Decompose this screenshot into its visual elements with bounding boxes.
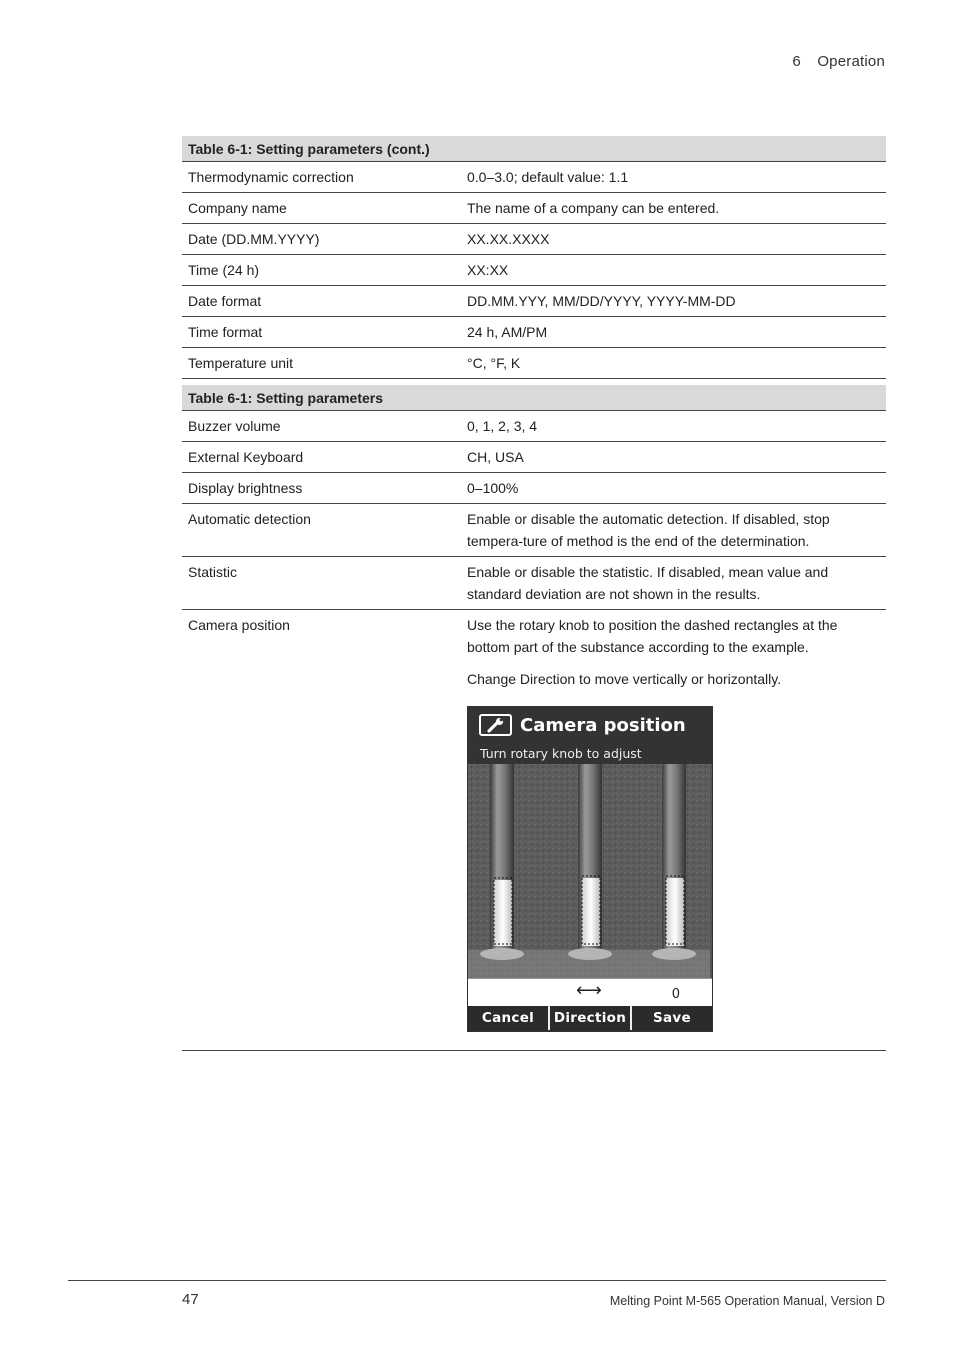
settings-table-cont	[182, 136, 886, 379]
param-name: Date format	[182, 286, 461, 317]
table-row	[182, 286, 886, 317]
table-row	[182, 610, 886, 1051]
param-value: The name of a company can be entered.	[461, 193, 886, 224]
param-name: Time format	[182, 317, 461, 348]
param-name: Display brightness	[182, 473, 461, 504]
param-value: 0, 1, 2, 3, 4	[461, 411, 886, 442]
param-value: 0–100%	[461, 473, 886, 504]
param-value: °C, °F, K	[461, 348, 886, 379]
table-row	[182, 193, 886, 224]
table-row	[182, 411, 886, 442]
table-row	[182, 255, 886, 286]
param-name: Camera position	[182, 610, 461, 1051]
table-row	[182, 162, 886, 193]
horizontal-arrow-icon: ⟷	[576, 980, 602, 1001]
param-name: Thermodynamic correction	[182, 162, 461, 193]
param-value: Enable or disable the automatic detection. If disabled, stop tempera-ture of method is the end of the determination.	[461, 504, 886, 557]
settings-table	[182, 385, 886, 1051]
table-row	[182, 442, 886, 473]
param-value: DD.MM.YYY, MM/DD/YYYY, YYYY-MM-DD	[461, 286, 886, 317]
camera-view	[468, 764, 712, 978]
chapter-number: 6	[792, 53, 801, 70]
table-row	[182, 473, 886, 504]
param-value: XX.XX.XXXX	[461, 224, 886, 255]
table-row	[182, 557, 886, 610]
camera-instruction: Use the rotary knob to position the dashed rectangles at the bottom part of the substance according to the example.	[467, 617, 838, 655]
running-header	[792, 53, 885, 70]
param-value: 24 h, AM/PM	[461, 317, 886, 348]
param-value: CH, USA	[461, 442, 886, 473]
device-softkeys	[468, 1006, 712, 1030]
param-value: XX:XX	[461, 255, 886, 286]
chapter-title: Operation	[817, 53, 885, 70]
direction-button[interactable]: Direction	[548, 1006, 630, 1030]
param-value	[461, 610, 886, 1051]
document-title: Melting Point M-565 Operation Manual, Version D	[609, 1294, 885, 1308]
table-row	[182, 317, 886, 348]
table-row	[182, 224, 886, 255]
direction-instruction: Change Direction to move vertically or horizontally.	[467, 671, 782, 687]
param-name: Company name	[182, 193, 461, 224]
cancel-button[interactable]: Cancel	[481, 1010, 535, 1026]
param-value: 0.0–3.0; default value: 1.1	[461, 162, 886, 193]
param-value: Enable or disable the statistic. If disabled, mean value and standard deviation are not shown in the results.	[461, 557, 886, 610]
table-caption: Table 6-1: Setting parameters (cont.)	[182, 136, 886, 162]
param-name: Statistic	[182, 557, 461, 610]
device-title-bar	[468, 707, 712, 764]
position-value: 0	[671, 987, 680, 1002]
table-caption: Table 6-1: Setting parameters	[182, 385, 886, 411]
device-title: Camera position	[520, 715, 686, 736]
device-subtitle: Turn rotary knob to adjust	[480, 746, 642, 761]
save-button[interactable]: Save	[630, 1006, 712, 1030]
page-number: 47	[182, 1291, 199, 1308]
footer-rule	[68, 1280, 886, 1281]
table-row	[182, 504, 886, 557]
param-name: External Keyboard	[182, 442, 461, 473]
device-status-bar	[468, 978, 712, 1006]
param-name: Buzzer volume	[182, 411, 461, 442]
wrench-icon	[479, 714, 512, 736]
param-name: Temperature unit	[182, 348, 461, 379]
param-name: Date (DD.MM.YYYY)	[182, 224, 461, 255]
table-row	[182, 348, 886, 379]
param-name: Time (24 h)	[182, 255, 461, 286]
param-name: Automatic detection	[182, 504, 461, 557]
device-screen	[467, 706, 713, 1032]
